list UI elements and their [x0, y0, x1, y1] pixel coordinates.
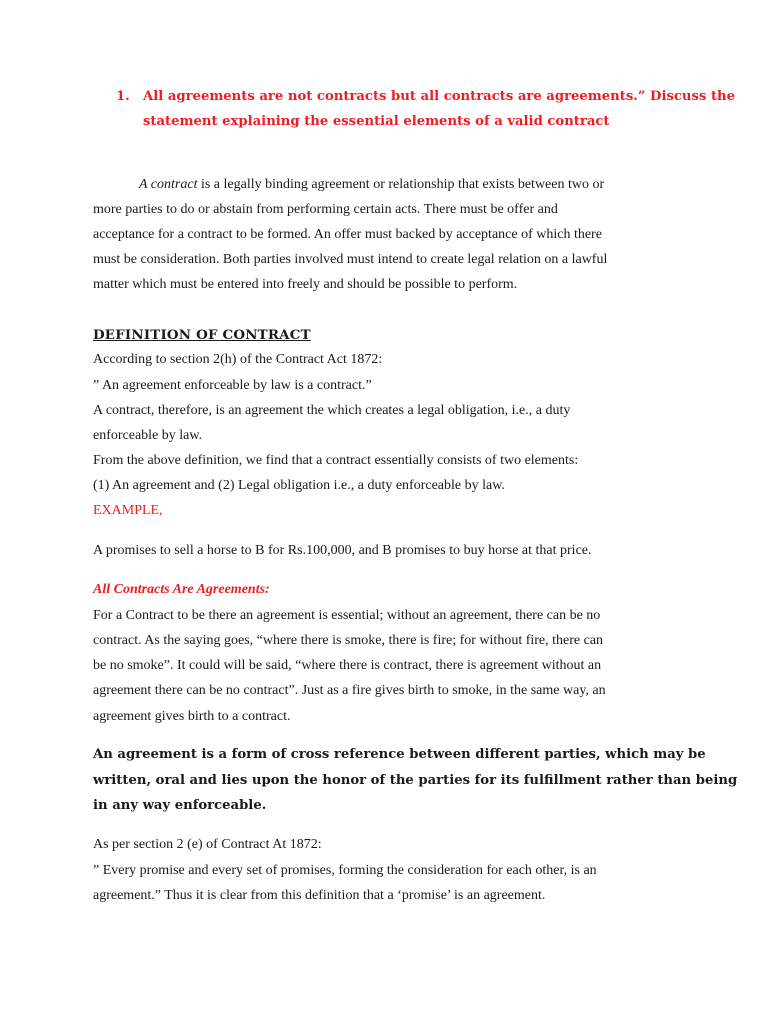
agreements-heading: All Contracts Are Agreements: — [93, 582, 270, 597]
agreements-line-3: be no smoke”. It could will be said, “where there is contract, there is agreement without an — [93, 658, 602, 673]
agreements-line-5: agreement gives birth to a contract. — [93, 709, 291, 724]
intro-line-1-text: is a legally binding agreement or relationship that exists between two or — [197, 177, 605, 192]
intro-line-1 — [139, 176, 604, 194]
definition-line-3: A contract, therefore, is an agreement the which creates a legal obligation, i.e., a duty — [93, 403, 571, 418]
agreements-line-1: For a Contract to be there an agreement is essential; without an agreement, there can be no — [93, 608, 601, 623]
definition-line-4: enforceable by law. — [93, 428, 203, 443]
example-text: A promises to sell a horse to B for Rs.100,000, and B promises to buy horse at that price. — [93, 543, 592, 558]
definition-heading: DEFINITION OF CONTRACT — [93, 327, 311, 343]
bold-line-2: written, oral and lies upon the honor of the parties for its fulfillment rather than being — [93, 773, 738, 788]
bold-line-1: An agreement is a form of cross reference between different parties, which may be — [93, 747, 706, 762]
intro-line-3: acceptance for a contract to be formed. An offer must backed by acceptance of which there — [93, 227, 602, 242]
agreements-line-2: contract. As the saying goes, “where there is smoke, there is fire; for without fire, there can — [93, 633, 604, 648]
section-line-3: agreement.” Thus it is clear from this definition that a ‘promise’ is an agreement. — [93, 888, 546, 903]
question-line-2: statement explaining the essential elements of a valid contract — [143, 114, 610, 129]
question-number: 1. — [116, 89, 130, 104]
definition-line-5: From the above definition, we find that a contract essentially consists of two elements: — [93, 453, 579, 468]
definition-line-6: (1) An agreement and (2) Legal obligation i.e., a duty enforceable by law. — [93, 478, 505, 493]
intro-line-2: more parties to do or abstain from performing certain acts. There must be offer and — [93, 202, 558, 217]
intro-line-5: matter which must be entered into freely and should be possible to perform. — [93, 277, 518, 292]
question-line-1: All agreements are not contracts but all contracts are agreements.” Discuss the — [143, 89, 736, 104]
section-line-2: ” Every promise and every set of promises, forming the consideration for each other, is an — [93, 863, 597, 878]
definition-line-2: ” An agreement enforceable by law is a contract.” — [93, 378, 372, 393]
section-line-1: As per section 2 (e) of Contract At 1872: — [93, 837, 322, 852]
example-label: EXAMPLE, — [93, 503, 163, 518]
bold-line-3: in any way enforceable. — [93, 798, 267, 813]
definition-line-1: According to section 2(h) of the Contract Act 1872: — [93, 352, 383, 367]
agreements-line-4: agreement there can be no contract”. Just as a fire gives birth to smoke, in the same way, an — [93, 683, 606, 698]
intro-line-4: must be consideration. Both parties involved must intend to create legal relation on a lawful — [93, 252, 608, 267]
intro-lead-italic: A contract — [139, 177, 198, 192]
